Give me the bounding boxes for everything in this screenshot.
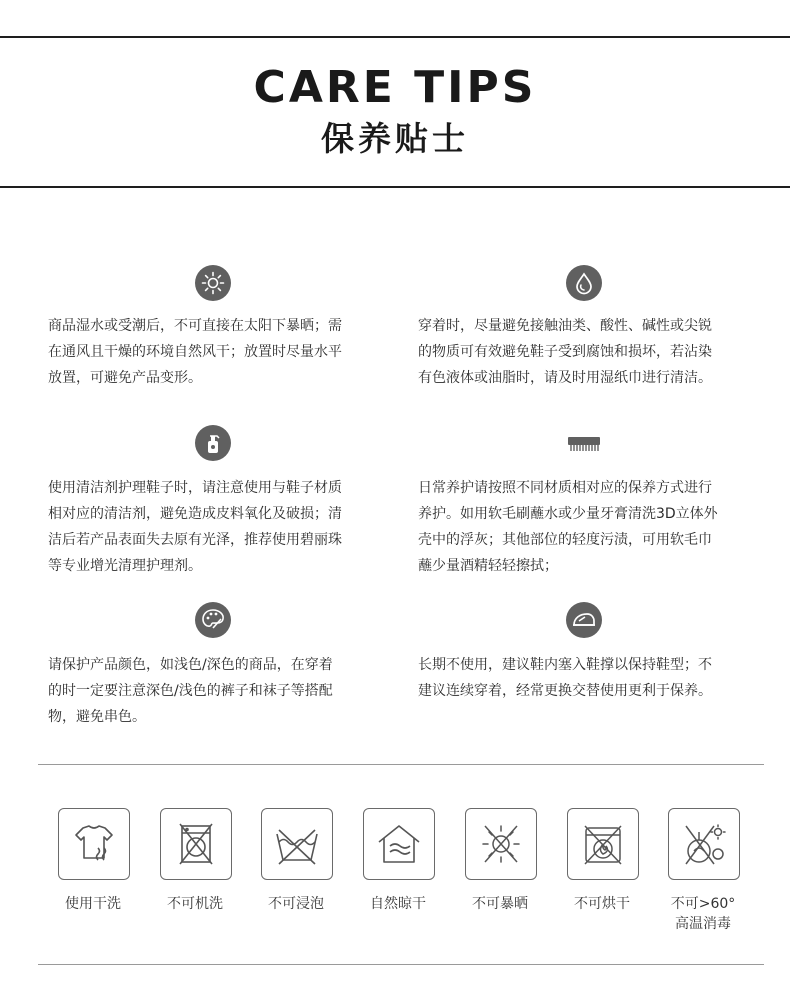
top-rule <box>0 36 790 38</box>
tip-text-1 <box>48 313 383 391</box>
care-label-line: 不可>60° <box>670 896 736 912</box>
sun-icon <box>195 265 231 301</box>
page-title-zh: 保养贴士 <box>321 119 469 158</box>
palette-icon <box>195 602 231 638</box>
tip-line: 请保护产品颜色，如浅色/深色的商品，在穿着 <box>48 657 333 673</box>
air-dry-icon <box>363 808 435 880</box>
tip-line: 相对应的清洁剂，避免造成皮料氧化及破损；清 <box>48 506 342 522</box>
tip-line: 的物质可有效避免鞋子受到腐蚀和损坏，若沾染 <box>418 344 712 360</box>
tip-text-2 <box>418 313 758 391</box>
no-tumble-dry-icon <box>567 808 639 880</box>
tip-line: 物，避免串色。 <box>48 709 146 725</box>
brush-icon <box>566 425 602 461</box>
care-label <box>653 894 753 934</box>
tip-line: 使用清洁剂护理鞋子时，请注意使用与鞋子材质 <box>48 480 342 496</box>
care-label: 自然晾干 <box>370 896 426 912</box>
care-label: 不可浸泡 <box>268 896 324 912</box>
tip-line: 有色液体或油脂时，请及时用湿纸巾进行清洁。 <box>418 370 712 386</box>
divider <box>38 964 764 965</box>
tip-line: 洁后若产品表面失去原有光泽，推荐使用碧丽珠 <box>48 532 342 548</box>
tip-line: 壳中的浮灰；其他部位的轻度污渍，可用软毛巾 <box>418 532 712 548</box>
tip-text-4 <box>418 475 758 579</box>
dry-clean-icon <box>58 808 130 880</box>
tip-line: 蘸少量酒精轻轻擦拭； <box>418 558 558 574</box>
tip-line: 放置，可避免产品变形。 <box>48 370 202 386</box>
tip-text-6 <box>418 652 758 704</box>
tip-text-5 <box>48 652 383 730</box>
divider <box>38 764 764 765</box>
tip-line: 在通风且干燥的环境自然风干；放置时尽量水平 <box>48 344 342 360</box>
care-label: 不可机洗 <box>167 896 223 912</box>
header-bottom-rule <box>0 186 790 188</box>
no-sun-exposure-icon <box>465 808 537 880</box>
no-machine-wash-icon <box>160 808 232 880</box>
care-label: 不可暴晒 <box>472 896 528 912</box>
tip-text-3 <box>48 475 383 579</box>
tip-line: 的时一定要注意深色/浅色的裤子和袜子等搭配 <box>48 683 333 699</box>
page-title-en: CARE TIPS <box>253 62 537 113</box>
shoe-tree-icon <box>566 602 602 638</box>
tip-line: 穿着时，尽量避免接触油类、酸性、碱性或尖锐 <box>418 318 712 334</box>
tip-line: 日常养护请按照不同材质相对应的保养方式进行 <box>418 480 712 496</box>
care-label: 使用干洗 <box>65 896 121 912</box>
no-soak-icon <box>261 808 333 880</box>
spray-bottle-icon <box>195 425 231 461</box>
tip-line: 养护。如用软毛刷蘸水或少量牙膏清洗3D立体外 <box>418 506 718 522</box>
tip-line: 长期不使用，建议鞋内塞入鞋撑以保持鞋型；不 <box>418 657 712 673</box>
water-drop-icon <box>566 265 602 301</box>
tip-line: 等专业增光清理护理剂。 <box>48 558 202 574</box>
no-high-temp-disinfect-icon <box>668 808 740 880</box>
tip-line: 商品湿水或受潮后，不可直接在太阳下暴晒；需 <box>48 318 342 334</box>
care-label: 不可烘干 <box>574 896 630 912</box>
care-label-line: 高温消毒 <box>675 916 731 932</box>
tip-line: 建议连续穿着，经常更换交替使用更利于保养。 <box>418 683 712 699</box>
